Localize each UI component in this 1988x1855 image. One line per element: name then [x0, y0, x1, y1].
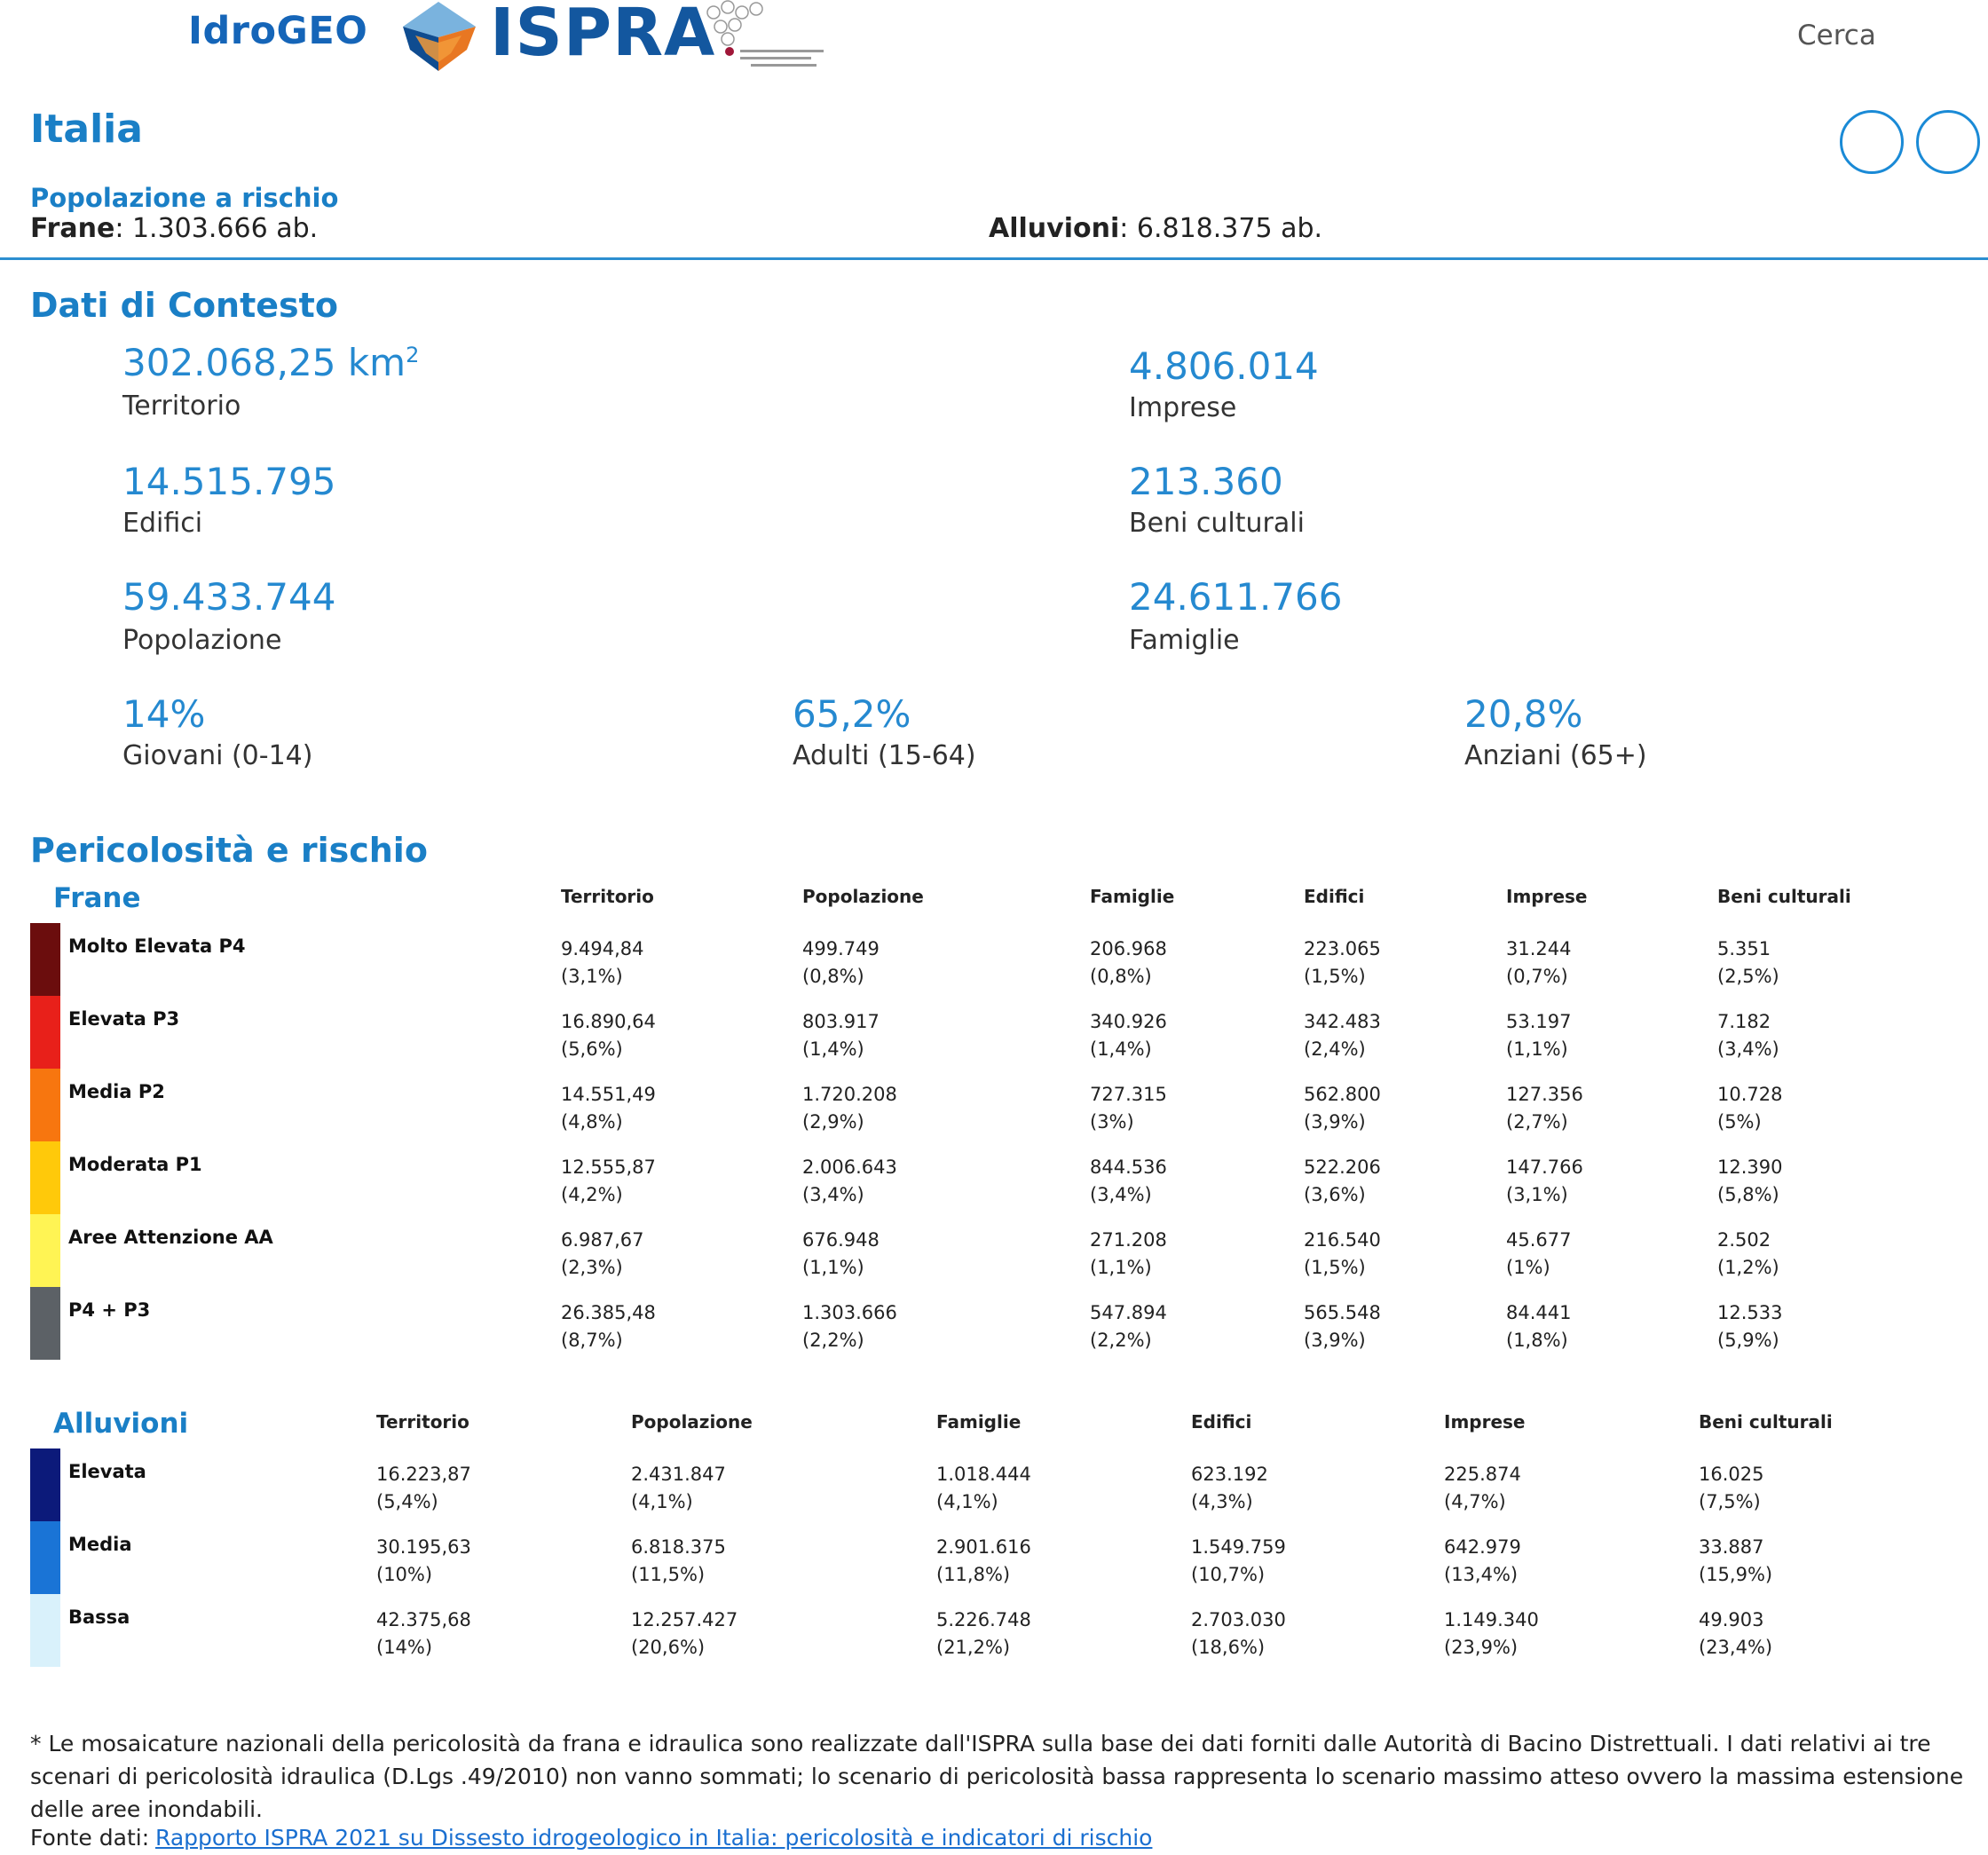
cell-value: 642.979	[1444, 1536, 1521, 1558]
table-cell	[1090, 1227, 1167, 1282]
cell-percent: (4,2%)	[561, 1184, 623, 1205]
cell-value: 127.356	[1506, 1084, 1583, 1105]
table-cell	[1304, 1081, 1381, 1136]
table-cell	[631, 1534, 726, 1589]
cell-value: 216.540	[1304, 1229, 1381, 1251]
table-cell	[1304, 1008, 1381, 1063]
cell-value: 340.926	[1090, 1011, 1167, 1032]
cell-value: 2.703.030	[1191, 1609, 1286, 1630]
cell-percent: (3%)	[1090, 1111, 1134, 1133]
cell-percent: (4,3%)	[1191, 1491, 1253, 1512]
cell-value: 5.351	[1717, 938, 1771, 959]
table-cell	[561, 935, 644, 991]
brand-name[interactable]: IdroGEO	[188, 9, 368, 53]
cell-value: 522.206	[1304, 1156, 1381, 1178]
cell-value: 499.749	[802, 938, 880, 959]
risk-color-swatch	[30, 923, 60, 996]
cell-value: 6.987,67	[561, 1229, 644, 1251]
column-header: Territorio	[561, 886, 654, 907]
table-cell	[1717, 935, 1779, 991]
famiglie-label: Famiglie	[1129, 625, 1240, 656]
cell-percent: (4,7%)	[1444, 1491, 1506, 1512]
circle-button-2[interactable]	[1916, 110, 1980, 174]
table-cell	[561, 1299, 656, 1354]
cell-value: 223.065	[1304, 938, 1381, 959]
cell-value: 1.149.340	[1444, 1609, 1539, 1630]
circle-button-1[interactable]	[1840, 110, 1904, 174]
column-header: Edifici	[1191, 1411, 1252, 1433]
table-cell	[936, 1461, 1031, 1516]
cell-value: 42.375,68	[376, 1609, 471, 1630]
cell-value: 12.555,87	[561, 1156, 656, 1178]
cell-percent: (3,6%)	[1304, 1184, 1366, 1205]
row-label: P4 + P3	[68, 1299, 151, 1321]
cell-percent: (13,4%)	[1444, 1564, 1519, 1585]
table-cell	[1717, 1008, 1779, 1063]
cell-percent: (4,8%)	[561, 1111, 623, 1133]
table-cell	[1506, 1227, 1571, 1282]
cell-percent: (23,4%)	[1699, 1637, 1773, 1658]
territorio-value: 302.068,25 $km^2$	[122, 341, 420, 384]
cell-value: 2.431.847	[631, 1464, 726, 1485]
cell-value: 547.894	[1090, 1302, 1167, 1323]
edifici-value: 14.515.795	[122, 460, 336, 503]
table-cell	[1304, 1227, 1381, 1282]
table-cell	[1304, 935, 1381, 991]
cell-value: 84.441	[1506, 1302, 1572, 1323]
table-cell	[1506, 1299, 1571, 1354]
cell-percent: (2,9%)	[802, 1111, 864, 1133]
cell-percent: (3,9%)	[1304, 1330, 1366, 1351]
cell-value: 7.182	[1717, 1011, 1771, 1032]
cell-value: 2.502	[1717, 1229, 1771, 1251]
row-label: Molto Elevata P4	[68, 935, 246, 957]
cell-value: 5.226.748	[936, 1609, 1031, 1630]
risk-color-swatch	[30, 1069, 60, 1141]
row-label: Moderata P1	[68, 1154, 202, 1175]
famiglie-value: 24.611.766	[1129, 575, 1343, 619]
beni-culturali-value: 213.360	[1129, 460, 1283, 503]
cell-value: 26.385,48	[561, 1302, 656, 1323]
cell-percent: (3,4%)	[1090, 1184, 1152, 1205]
table-cell	[1191, 1461, 1268, 1516]
cell-value: 147.766	[1506, 1156, 1583, 1178]
table-cell	[1506, 1154, 1583, 1209]
table-cell	[561, 1008, 656, 1063]
cell-percent: (4,1%)	[631, 1491, 693, 1512]
beni-culturali-label: Beni culturali	[1129, 508, 1305, 539]
giovani-label: Giovani (0-14)	[122, 740, 313, 771]
table-cell	[1717, 1154, 1782, 1209]
cell-value: 16.025	[1699, 1464, 1764, 1485]
cell-percent: (7,5%)	[1699, 1491, 1761, 1512]
cell-value: 45.677	[1506, 1229, 1572, 1251]
cell-percent: (2,3%)	[561, 1257, 623, 1278]
table-cell	[1506, 1081, 1583, 1136]
frane-heading: Frane	[53, 882, 141, 914]
cell-value: 1.303.666	[802, 1302, 897, 1323]
cell-percent: (10,7%)	[1191, 1564, 1266, 1585]
imprese-label: Imprese	[1129, 392, 1237, 423]
cell-value: 2.006.643	[802, 1156, 897, 1178]
column-header: Territorio	[376, 1411, 469, 1433]
cell-value: 565.548	[1304, 1302, 1381, 1323]
cell-percent: (3,4%)	[802, 1184, 864, 1205]
column-header: Famiglie	[936, 1411, 1022, 1433]
table-cell	[1444, 1534, 1521, 1589]
table-cell	[1699, 1606, 1772, 1662]
table-cell	[1444, 1461, 1521, 1516]
cell-percent: (0,8%)	[802, 966, 864, 987]
cell-value: 33.887	[1699, 1536, 1764, 1558]
cell-value: 206.968	[1090, 938, 1167, 959]
cell-percent: (14%)	[376, 1637, 433, 1658]
table-cell	[1191, 1534, 1286, 1589]
cell-percent: (0,8%)	[1090, 966, 1152, 987]
search-link[interactable]: Cerca	[1797, 20, 1876, 51]
cell-percent: (5%)	[1717, 1111, 1762, 1133]
risk-heading: Pericolosità e rischio	[30, 831, 428, 870]
table-cell	[561, 1154, 656, 1209]
cell-value: 2.901.616	[936, 1536, 1031, 1558]
territorio-label: Territorio	[122, 391, 241, 422]
footnote: * Le mosaicature nazionali della pericolosità da frana e idraulica sono realizzate dall'ISPRA sulla base dei dati forniti dalle Autorità di Bacino Distrettuali. I dati relativi ai tre scenari di pericolosità idraulica (D.Lgs .49/2010) non vanno sommati; lo scenario di pericolosità bassa rappresenta lo scenario massimo atteso ovvero la massima estensione delle aree inondabili.	[30, 1731, 1964, 1822]
column-header: Famiglie	[1090, 886, 1175, 907]
cell-percent: (5,9%)	[1717, 1330, 1779, 1351]
table-cell	[1090, 1154, 1167, 1209]
cell-value: 30.195,63	[376, 1536, 471, 1558]
column-header: Beni culturali	[1699, 1411, 1833, 1433]
table-cell	[802, 1081, 897, 1136]
risk-color-swatch	[30, 1141, 60, 1214]
cell-percent: (2,5%)	[1717, 966, 1779, 987]
cell-percent: (5,6%)	[561, 1038, 623, 1060]
table-cell	[1090, 1008, 1167, 1063]
cell-percent: (15,9%)	[1699, 1564, 1773, 1585]
table-cell	[631, 1461, 726, 1516]
cell-percent: (1,4%)	[802, 1038, 864, 1060]
table-cell	[561, 1227, 644, 1282]
adulti-label: Adulti (15-64)	[793, 740, 976, 771]
table-cell	[802, 935, 880, 991]
cell-value: 6.818.375	[631, 1536, 726, 1558]
risk-color-swatch	[30, 1521, 60, 1594]
cell-percent: (1,4%)	[1090, 1038, 1152, 1060]
cell-value: 342.483	[1304, 1011, 1381, 1032]
anziani-label: Anziani (65+)	[1464, 740, 1647, 771]
cell-value: 1.720.208	[802, 1084, 897, 1105]
cell-percent: (2,7%)	[1506, 1111, 1568, 1133]
table-cell	[1699, 1461, 1763, 1516]
risk-color-swatch	[30, 1594, 60, 1667]
cell-value: 1.549.759	[1191, 1536, 1286, 1558]
cell-value: 12.390	[1717, 1156, 1783, 1178]
cell-percent: (10%)	[376, 1564, 433, 1585]
table-cell	[1444, 1606, 1539, 1662]
cell-value: 49.903	[1699, 1609, 1764, 1630]
table-cell	[1191, 1606, 1286, 1662]
row-label: Aree Attenzione AA	[68, 1227, 273, 1248]
column-header: Beni culturali	[1717, 886, 1851, 907]
table-cell	[1506, 1008, 1571, 1063]
cell-percent: (3,1%)	[561, 966, 623, 987]
table-cell	[1717, 1081, 1782, 1136]
table-cell	[1304, 1299, 1381, 1354]
cell-percent: (1,1%)	[1090, 1257, 1152, 1278]
cell-percent: (1,5%)	[1304, 1257, 1366, 1278]
cell-value: 9.494,84	[561, 938, 644, 959]
divider	[0, 257, 1988, 260]
cell-value: 16.890,64	[561, 1011, 656, 1032]
adulti-value: 65,2%	[793, 692, 911, 736]
column-header: Popolazione	[631, 1411, 753, 1433]
cell-percent: (1,5%)	[1304, 966, 1366, 987]
table-cell	[1090, 1081, 1167, 1136]
cell-percent: (2,2%)	[802, 1330, 864, 1351]
source-label: Fonte dati:	[30, 1825, 150, 1851]
cell-value: 1.018.444	[936, 1464, 1031, 1485]
population-at-risk-heading: Popolazione a rischio	[30, 183, 339, 213]
table-cell	[1717, 1227, 1779, 1282]
cell-value: 562.800	[1304, 1084, 1381, 1105]
anziani-value: 20,8%	[1464, 692, 1583, 736]
context-heading: Dati di Contesto	[30, 286, 338, 325]
table-cell	[936, 1534, 1031, 1589]
ispra-logo-text: ISPRA	[490, 0, 716, 71]
frane-population: Frane: 1.303.666 ab.	[30, 213, 319, 244]
table-cell	[1304, 1154, 1381, 1209]
cell-percent: (1,8%)	[1506, 1330, 1568, 1351]
page-title: Italia	[30, 107, 143, 152]
alluvioni-heading: Alluvioni	[53, 1408, 189, 1440]
cell-percent: (0,7%)	[1506, 966, 1568, 987]
cell-value: 14.551,49	[561, 1084, 656, 1105]
table-cell	[802, 1227, 880, 1282]
cell-value: 16.223,87	[376, 1464, 471, 1485]
cell-value: 12.533	[1717, 1302, 1783, 1323]
cell-percent: (3,9%)	[1304, 1111, 1366, 1133]
column-header: Popolazione	[802, 886, 924, 907]
snpa-logo-icon	[701, 0, 834, 80]
cell-value: 225.874	[1444, 1464, 1521, 1485]
cell-percent: (2,2%)	[1090, 1330, 1152, 1351]
cell-percent: (11,5%)	[631, 1564, 706, 1585]
table-cell	[1090, 1299, 1167, 1354]
column-header: Imprese	[1506, 886, 1588, 907]
risk-color-swatch	[30, 1214, 60, 1287]
cell-value: 803.917	[802, 1011, 880, 1032]
cell-percent: (5,8%)	[1717, 1184, 1779, 1205]
column-header: Edifici	[1304, 886, 1365, 907]
cell-percent: (21,2%)	[936, 1637, 1011, 1658]
table-cell	[936, 1606, 1031, 1662]
cell-value: 12.257.427	[631, 1609, 738, 1630]
cell-percent: (3,4%)	[1717, 1038, 1779, 1060]
cell-value: 271.208	[1090, 1229, 1167, 1251]
popolazione-label: Popolazione	[122, 625, 282, 656]
cell-percent: (4,1%)	[936, 1491, 998, 1512]
cell-value: 623.192	[1191, 1464, 1268, 1485]
risk-color-swatch	[30, 996, 60, 1069]
risk-color-swatch	[30, 1448, 60, 1521]
table-cell	[802, 1299, 897, 1354]
alluvioni-population: Alluvioni: 6.818.375 ab.	[989, 213, 1323, 244]
cell-percent: (23,9%)	[1444, 1637, 1519, 1658]
cell-value: 53.197	[1506, 1011, 1572, 1032]
cell-percent: (1,1%)	[802, 1257, 864, 1278]
cell-percent: (1%)	[1506, 1257, 1550, 1278]
giovani-value: 14%	[122, 692, 206, 736]
risk-color-swatch	[30, 1287, 60, 1360]
imprese-value: 4.806.014	[1129, 344, 1319, 388]
cell-value: 31.244	[1506, 938, 1572, 959]
cell-percent: (2,4%)	[1304, 1038, 1366, 1060]
popolazione-value: 59.433.744	[122, 575, 336, 619]
column-header: Imprese	[1444, 1411, 1526, 1433]
row-label: Media P2	[68, 1081, 165, 1102]
table-cell	[376, 1534, 471, 1589]
cell-percent: (8,7%)	[561, 1330, 623, 1351]
table-cell	[561, 1081, 656, 1136]
row-label: Elevata P3	[68, 1008, 180, 1030]
table-cell	[1717, 1299, 1782, 1354]
table-cell	[1090, 935, 1167, 991]
edifici-label: Edifici	[122, 508, 203, 539]
cell-percent: (1,1%)	[1506, 1038, 1568, 1060]
table-cell	[1506, 935, 1571, 991]
row-label: Media	[68, 1534, 132, 1555]
cell-value: 727.315	[1090, 1084, 1167, 1105]
cell-value: 676.948	[802, 1229, 880, 1251]
ispra-logo-icon	[398, 0, 479, 73]
cell-percent: (5,4%)	[376, 1491, 438, 1512]
table-cell	[802, 1008, 880, 1063]
cell-value: 10.728	[1717, 1084, 1783, 1105]
table-cell	[376, 1461, 471, 1516]
table-cell	[631, 1606, 738, 1662]
cell-percent: (18,6%)	[1191, 1637, 1266, 1658]
cell-percent: (3,1%)	[1506, 1184, 1568, 1205]
row-label: Elevata	[68, 1461, 146, 1482]
cell-value: 844.536	[1090, 1156, 1167, 1178]
table-cell	[376, 1606, 471, 1662]
cell-percent: (20,6%)	[631, 1637, 706, 1658]
source-link[interactable]: Rapporto ISPRA 2021 su Dissesto idrogeologico in Italia: pericolosità e indicatori di rischio	[155, 1825, 1153, 1851]
cell-percent: (11,8%)	[936, 1564, 1011, 1585]
table-cell	[1699, 1534, 1772, 1589]
row-label: Bassa	[68, 1606, 130, 1628]
cell-percent: (1,2%)	[1717, 1257, 1779, 1278]
table-cell	[802, 1154, 897, 1209]
